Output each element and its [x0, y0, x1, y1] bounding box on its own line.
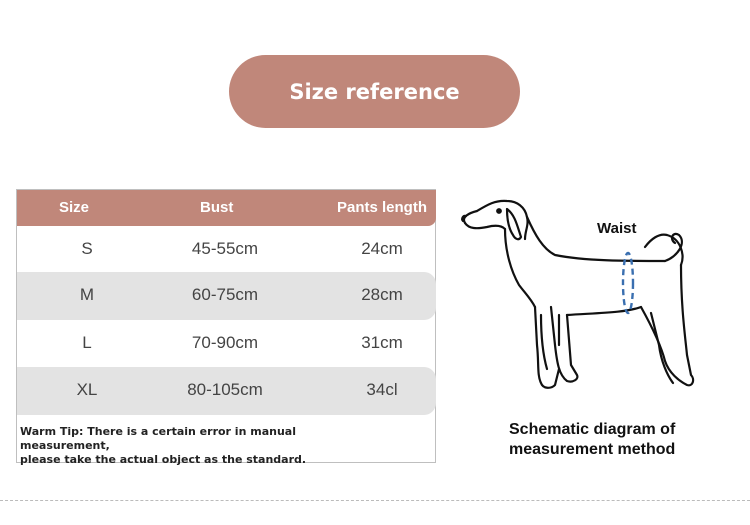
cell-bust: 70-90cm: [191, 333, 259, 352]
cell-bust: 60-75cm: [191, 285, 259, 304]
cell-pants-length: 24cm: [361, 239, 403, 258]
table-row: [17, 367, 436, 415]
caption-line-1: Schematic diagram of: [509, 421, 676, 438]
cell-size: S: [81, 239, 93, 258]
cell-pants-length: 28cm: [361, 285, 403, 304]
table-header: [17, 190, 436, 226]
header-size: Size: [58, 199, 89, 216]
cell-bust: 45-55cm: [191, 239, 259, 258]
warm-tip: [20, 425, 380, 467]
size-reference-banner: [229, 55, 520, 128]
header-pants-length: Pants length: [337, 199, 428, 216]
table-row: [17, 272, 436, 320]
cell-size: L: [82, 333, 92, 352]
dog-outline-illustration: [455, 195, 715, 405]
caption-line-2: measurement method: [509, 441, 676, 458]
cell-bust: 80-105cm: [187, 380, 263, 399]
table-row: [17, 226, 436, 274]
banner-title: Size reference: [289, 79, 460, 104]
cell-size: XL: [76, 380, 98, 399]
cell-pants-length: 34cl: [366, 380, 398, 399]
bottom-divider: [0, 500, 750, 501]
header-bust: Bust: [200, 199, 234, 216]
cell-size: M: [79, 285, 95, 304]
warm-tip-line-1: Warm Tip: There is a certain error in manual measurement,: [20, 425, 296, 452]
cell-pants-length: 31cm: [361, 333, 403, 352]
diagram-caption: [509, 420, 709, 460]
size-table: [16, 189, 436, 466]
warm-tip-line-2: please take the actual object as the standard.: [20, 453, 307, 466]
table-row: [17, 320, 436, 368]
waist-label: Waist: [597, 220, 637, 237]
